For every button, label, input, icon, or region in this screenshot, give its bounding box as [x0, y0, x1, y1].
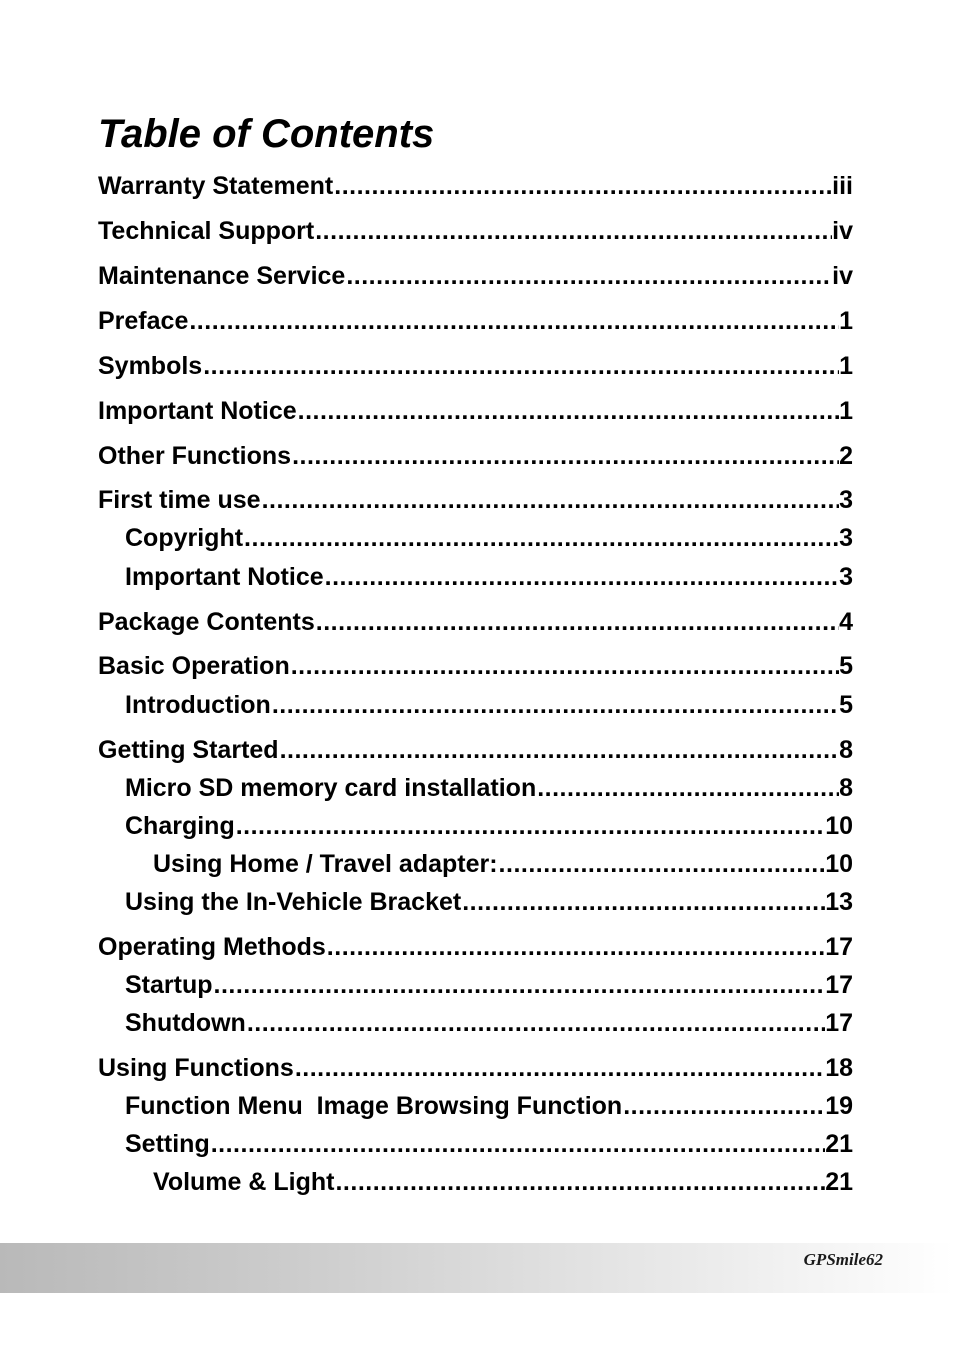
toc-entry-page: 8: [839, 774, 853, 802]
dot-leader: [536, 773, 839, 803]
dot-leader: [202, 351, 839, 381]
toc-entry[interactable]: [98, 735, 853, 765]
toc-entry-label: Basic Operation: [98, 652, 290, 680]
toc-entry-page: iv: [832, 217, 853, 245]
dot-leader: [326, 932, 825, 962]
toc-entry-page: 21: [825, 1168, 853, 1196]
toc-entry-label: Copyright: [125, 524, 244, 552]
toc-entry[interactable]: [153, 849, 853, 879]
toc-entry-label: Micro SD memory card installation: [125, 774, 537, 802]
toc-entry[interactable]: [125, 887, 853, 917]
toc-entry-label: Preface: [98, 307, 189, 335]
toc-entry-page: 17: [825, 933, 853, 961]
dot-leader: [461, 887, 825, 917]
toc-entry-page: 4: [839, 608, 853, 636]
toc-entry-label: Operating Methods: [98, 933, 326, 961]
toc-entry-page: 5: [839, 691, 853, 719]
toc-entry[interactable]: [98, 441, 853, 471]
toc-entry-page: 10: [825, 812, 853, 840]
dot-leader: [498, 849, 826, 879]
toc-entry[interactable]: [98, 216, 853, 246]
footer-product-name: GPSmile62: [803, 1250, 883, 1269]
toc-entry-page: iv: [832, 262, 853, 290]
toc-entry-label: Package Contents: [98, 608, 315, 636]
dot-leader: [261, 485, 840, 515]
toc-entry-page: 8: [839, 736, 853, 764]
dot-leader: [324, 562, 839, 592]
dot-leader: [297, 396, 839, 426]
toc-entry[interactable]: [125, 690, 853, 720]
toc-entry[interactable]: [125, 523, 853, 553]
toc-entry[interactable]: [98, 306, 853, 336]
toc-entry[interactable]: [98, 607, 853, 637]
toc-entry[interactable]: [98, 485, 853, 515]
toc-entry-page: 19: [825, 1092, 853, 1120]
toc-entry-label: Getting Started: [98, 736, 279, 764]
dot-leader: [314, 216, 832, 246]
dot-leader: [235, 811, 825, 841]
dot-leader: [243, 523, 839, 553]
dot-leader: [279, 735, 840, 765]
toc-entry-label: Using Home / Travel adapter:: [153, 850, 498, 878]
toc-entry[interactable]: [98, 351, 853, 381]
toc-entry-label: Volume & Light: [153, 1168, 335, 1196]
toc-entry-label: Charging: [125, 812, 235, 840]
dot-leader: [334, 1167, 825, 1197]
toc-entry-page: 3: [839, 486, 853, 514]
dot-leader: [188, 306, 839, 336]
toc-entry-label: Important Notice: [125, 563, 324, 591]
toc-entry-label: Technical Support: [98, 217, 315, 245]
toc-entry-page: 21: [825, 1130, 853, 1158]
toc-entry-page: 3: [839, 524, 853, 552]
toc-entry[interactable]: [125, 562, 853, 592]
dot-leader: [345, 261, 832, 291]
toc-entry-label: Introduction: [125, 691, 271, 719]
page-title: Table of Contents: [98, 112, 435, 156]
toc-entry-page: 5: [839, 652, 853, 680]
toc-entry-page: 2: [839, 442, 853, 470]
toc-entry[interactable]: [98, 932, 853, 962]
toc-entry-page: 17: [825, 971, 853, 999]
toc-entry-label: Symbols: [98, 352, 203, 380]
toc-entry-label: Function Menu Image Browsing Function: [125, 1092, 623, 1120]
toc-entry-page: 10: [825, 850, 853, 878]
dot-leader: [622, 1091, 825, 1121]
toc-entry-page: 1: [839, 397, 853, 425]
toc-entry[interactable]: [125, 1008, 853, 1038]
toc-entry-label: Important Notice: [98, 397, 297, 425]
toc-entry[interactable]: [125, 811, 853, 841]
toc-entry[interactable]: [98, 651, 853, 681]
dot-leader: [213, 970, 826, 1000]
toc-entry-label: First time use: [98, 486, 261, 514]
dot-leader: [291, 441, 839, 471]
toc-entry[interactable]: [125, 1091, 853, 1121]
toc-entry-label: Warranty Statement: [98, 172, 334, 200]
toc-entry-page: 17: [825, 1009, 853, 1037]
toc-entry[interactable]: [125, 1129, 853, 1159]
toc-entry-page: 13: [825, 888, 853, 916]
toc-entry-label: Other Functions: [98, 442, 292, 470]
toc-entry-label: Setting: [125, 1130, 210, 1158]
dot-leader: [290, 651, 839, 681]
toc-entry-label: Using Functions: [98, 1054, 294, 1082]
toc-entry-label: Shutdown: [125, 1009, 246, 1037]
toc-entry-page: iii: [832, 172, 853, 200]
toc-entry[interactable]: [125, 773, 853, 803]
toc-entry[interactable]: [98, 1053, 853, 1083]
toc-entry-page: 18: [825, 1054, 853, 1082]
dot-leader: [271, 690, 839, 720]
toc-entry[interactable]: [125, 970, 853, 1000]
toc-entry-page: 1: [839, 352, 853, 380]
dot-leader: [210, 1129, 825, 1159]
dot-leader: [294, 1053, 825, 1083]
toc-entry-page: 1: [839, 307, 853, 335]
toc-entry-label: Maintenance Service: [98, 262, 346, 290]
toc-entry-label: Using the In-Vehicle Bracket: [125, 888, 462, 916]
dot-leader: [333, 171, 832, 201]
toc-entry[interactable]: [98, 396, 853, 426]
toc-entry-page: 3: [839, 563, 853, 591]
toc-entry[interactable]: [98, 261, 853, 291]
toc-entry[interactable]: [153, 1167, 853, 1197]
toc-entry-label: Startup: [125, 971, 213, 999]
dot-leader: [246, 1008, 825, 1038]
dot-leader: [315, 607, 839, 637]
toc-entry[interactable]: [98, 171, 853, 201]
